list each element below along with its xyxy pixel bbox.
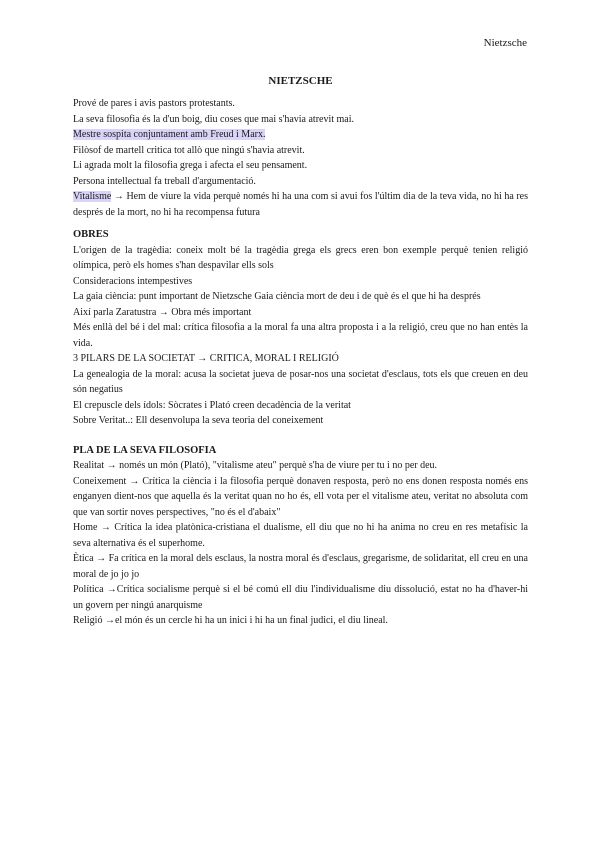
- vitalisme-paragraph: [73, 189, 528, 220]
- pla-section: [73, 443, 528, 629]
- obres-line: L'origen de la tragèdia: coneix molt bé la tragèdia grega els grecs eren bon exemple perquè tenien religió olímpica, però els homes s'han despavilar ells sols: [73, 244, 528, 271]
- obres-section: [73, 227, 528, 429]
- intro-line: Li agrada molt la filosofia grega i afecta el seu pensament.: [73, 160, 308, 171]
- obres-line: Sobre Veritat..: Ell desenvolupa la seva teoria del coneixement: [73, 415, 324, 426]
- pla-line: Coneixement → Crítica la ciència i la filosofia perquè donaven resposta, però no ens donen resposta només ens enganyen dient-nos que aquella és la veritat quan no ho és, ell vota per el vitalisme ateu, veritat no absoluta com que van sortir noves perspectives, "no és el d'abaix": [73, 475, 528, 518]
- page-title: NIETZSCHE: [268, 75, 333, 87]
- running-header: Nietzsche: [483, 37, 527, 49]
- vitalisme-text: → Hem de viure la vida perquè només hi ha una com si avui fos l'últim dia de la teva vida, no hi ha res després de la mort, no hi ha recompensa futura: [73, 191, 529, 218]
- obres-line: Així parla Zaratustra → Obra més important: [73, 306, 252, 318]
- obres-line: La genealogia de la moral: acusa la societat jueva de posar-nos una societat d'esclaus, tots els que creuen en deu són negatius: [73, 368, 528, 395]
- intro-line: Filòsof de martell critica tot allò que ningú s'havia atrevit.: [73, 144, 305, 156]
- pla-line: Realitat → només un món (Plató), "vitalisme ateu" perquè s'ha de viure per tu i no per deu.: [73, 460, 438, 471]
- obres-line: Més enllà del bé i del mal: crítica filosofia a la moral fa una altra proposta i a la religió, creu que no han entès la vida.: [73, 322, 528, 349]
- document-body: [73, 74, 528, 629]
- intro-line-highlighted: [73, 127, 528, 143]
- obres-line: El crepuscle dels ídols: Sòcrates i Plató creen decadència de la veritat: [73, 399, 351, 411]
- intro-section: [73, 96, 528, 220]
- obres-line: 3 PILARS DE LA SOCIETAT → CRITICA, MORAL I RELIGIÓ: [73, 353, 339, 364]
- obres-line: La gaia ciència: punt important de Nietzsche Gaia ciència mort de deu i de què és el que hi ha després: [73, 291, 481, 302]
- pla-line: Religió →el món és un cercle hi ha un inici i hi ha un final judici, el diu lineal.: [73, 615, 388, 626]
- intro-line: La seva filosofia és la d'un boig, diu coses que mai s'havia atrevit mai.: [73, 113, 355, 125]
- intro-line: Prové de pares i avis pastors protestants.: [73, 98, 235, 109]
- obres-heading: OBRES: [73, 229, 109, 240]
- pla-line: Política →Crítica socialisme perquè si el bé comú ell diu l'individualisme diu dissolució, estat no ha d'haver-hi un govern per ningú anarquisme: [73, 584, 528, 611]
- highlighted-text: Mestre sospita conjuntament amb Freud i Marx.: [73, 129, 266, 140]
- intro-line: Persona intellectual fa treball d'argumentació.: [73, 175, 256, 187]
- obres-line: Consideracions intempestives: [73, 275, 193, 287]
- pla-heading: PLA DE LA SEVA FILOSOFIA: [73, 444, 217, 456]
- pla-line: Ètica → Fa crítica en la moral dels esclaus, la nostra moral és d'esclaus, gregarisme, de solidaritat, ell creu en una moral de jo jo jo: [73, 553, 528, 580]
- vitalisme-term: Vitalisme: [73, 191, 112, 202]
- pla-line: Home → Crítica la idea platònica-cristiana el dualisme, ell diu que no hi ha anima no creu en res metafísic la seva alternativa és el superhome.: [73, 522, 528, 549]
